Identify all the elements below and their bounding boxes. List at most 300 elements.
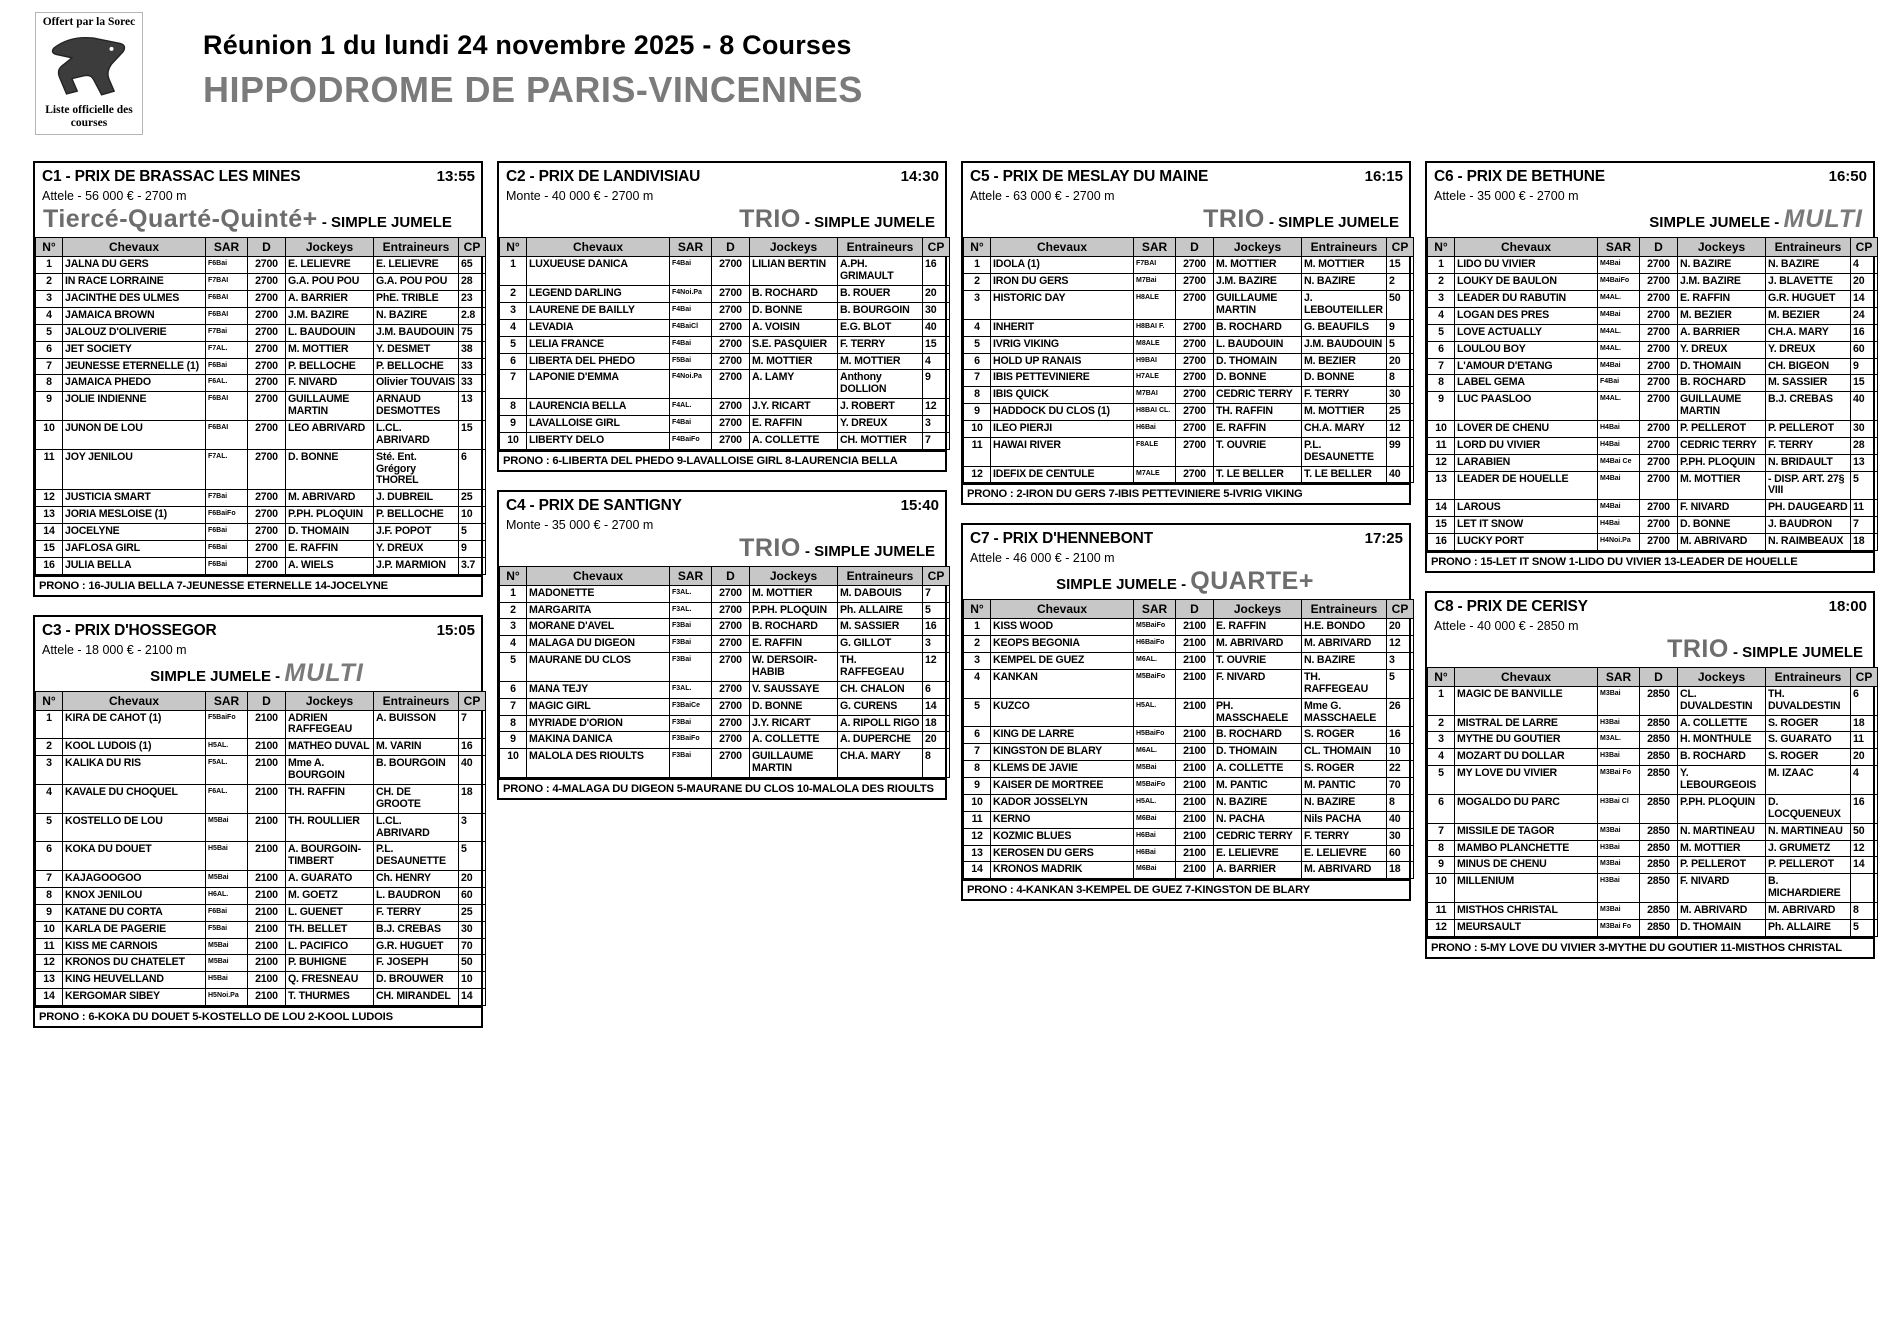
distance: 2850 [1640, 823, 1678, 840]
sar-code: F8ALE [1134, 437, 1176, 466]
runner-row [36, 710, 486, 739]
runner-row [500, 749, 950, 778]
horse-name: IBIS QUICK [991, 387, 1134, 404]
horse-name: LEGEND DARLING [527, 286, 670, 303]
bet-part: SIMPLE JUMELE [150, 667, 271, 685]
runner-row [36, 421, 486, 450]
column-header: CP [923, 566, 950, 585]
horse-name: JOLIE INDIENNE [63, 392, 206, 421]
distance: 2700 [1640, 358, 1678, 375]
runner-row [36, 540, 486, 557]
jockey-name: A. BARRIER [286, 291, 374, 308]
jockey-name: D. THOMAIN [286, 524, 374, 541]
sar-code: M4AL. [1598, 324, 1640, 341]
cp-value: 3.7 [459, 557, 486, 574]
trainer-name: P.L. DESAUNETTE [374, 842, 459, 871]
distance: 2700 [248, 490, 286, 507]
bet-type-line [963, 203, 1409, 237]
sar-code: F7Bai [206, 490, 248, 507]
column-header: Chevaux [63, 238, 206, 257]
race-conditions: Attele - 56 000 € - 2700 m [42, 189, 187, 204]
distance: 2700 [1176, 291, 1214, 320]
runner-row [964, 466, 1414, 483]
race-title-row [963, 163, 1409, 187]
runner-row [1428, 421, 1878, 438]
runner-row [1428, 375, 1878, 392]
runner-row [964, 727, 1414, 744]
column-header: D [1640, 238, 1678, 257]
sar-code: H5AL. [206, 739, 248, 756]
distance: 2850 [1640, 919, 1678, 936]
cp-value: 16 [1387, 727, 1414, 744]
cp-value: 12 [923, 399, 950, 416]
runner-row [964, 778, 1414, 795]
jockey-name: CEDRIC TERRY [1214, 387, 1302, 404]
cp-value: 5 [1851, 919, 1878, 936]
logo-caption-top: Offert par la Sorec [42, 16, 136, 28]
cp-value: 14 [923, 698, 950, 715]
race-title-row [35, 617, 481, 641]
horse-name: LOUKY DE BAULON [1455, 274, 1598, 291]
cp-value: 20 [1387, 619, 1414, 636]
trainer-name: M. MOTTIER [1302, 257, 1387, 274]
race-time: 15:40 [900, 496, 939, 514]
jockey-name: P.PH. PLOQUIN [286, 507, 374, 524]
cp-value: 18 [1851, 715, 1878, 732]
runner-number: 13 [36, 972, 63, 989]
sar-code: H9BAI [1134, 353, 1176, 370]
distance: 2700 [712, 370, 750, 399]
runner-row [36, 490, 486, 507]
runner-number: 10 [500, 432, 527, 449]
bet-part: - [1176, 576, 1191, 594]
jockey-name: M. MOTTIER [1678, 471, 1766, 500]
runner-number: 9 [36, 904, 63, 921]
cp-value: 24 [1851, 308, 1878, 325]
sar-code: H6Bai [1134, 421, 1176, 438]
runners-body [500, 585, 950, 777]
table-header-row [964, 238, 1414, 257]
horse-name: KEMPEL DE GUEZ [991, 653, 1134, 670]
horse-name: MAGIC GIRL [527, 698, 670, 715]
race-title: C7 - PRIX D'HENNEBONT [970, 530, 1153, 548]
cp-value: 18 [1851, 534, 1878, 551]
trainer-name: S. ROGER [1766, 749, 1851, 766]
sar-code: F3Bai [670, 653, 712, 682]
column-header: Entraineurs [374, 691, 459, 710]
runner-number: 3 [500, 303, 527, 320]
cp-value: 60 [459, 887, 486, 904]
jockey-name: E. RAFFIN [750, 416, 838, 433]
sar-code: F3Bai [670, 749, 712, 778]
distance: 2700 [1640, 257, 1678, 274]
prono-line: PRONO : 6-LIBERTA DEL PHEDO 9-LAVALLOISE GIRL 8-LAURENCIA BELLA [499, 450, 945, 470]
column-header: CP [459, 691, 486, 710]
sar-code: F6BAI [206, 392, 248, 421]
distance: 2700 [712, 353, 750, 370]
cp-value: 2.8 [459, 308, 486, 325]
runner-row [500, 336, 950, 353]
runner-row [1428, 437, 1878, 454]
jockey-name: M. BEZIER [1678, 308, 1766, 325]
horse-name: LAROUS [1455, 500, 1598, 517]
distance: 2100 [248, 921, 286, 938]
runner-number: 8 [500, 715, 527, 732]
distance: 2700 [712, 653, 750, 682]
runner-number: 5 [1428, 324, 1455, 341]
jockey-name: T. OUVRIE [1214, 653, 1302, 670]
prono-line: PRONO : 4-KANKAN 3-KEMPEL DE GUEZ 7-KINGSTON DE BLARY [963, 879, 1409, 899]
horse-name: MAKINA DANICA [527, 732, 670, 749]
distance: 2850 [1640, 715, 1678, 732]
sar-code: F6BaiFo [206, 507, 248, 524]
sar-code: F3Bai [670, 619, 712, 636]
distance: 2700 [1176, 387, 1214, 404]
column-header: D [248, 691, 286, 710]
runner-row [36, 557, 486, 574]
trainer-name: F. TERRY [374, 904, 459, 921]
horse-name: MYTHE DU GOUTIER [1455, 732, 1598, 749]
jockey-name: Y. LEBOURGEOIS [1678, 766, 1766, 795]
distance: 2700 [712, 698, 750, 715]
cp-value: 20 [1851, 749, 1878, 766]
distance: 2700 [1640, 274, 1678, 291]
horse-name: HISTORIC DAY [991, 291, 1134, 320]
column-header: Jockeys [750, 566, 838, 585]
race-conditions: Attele - 18 000 € - 2100 m [42, 642, 187, 657]
race-title-row [963, 525, 1409, 549]
trainer-name: TH. RAFFEGEAU [1302, 670, 1387, 699]
jockey-name: PH. MASSCHAELE [1214, 698, 1302, 727]
bet-part: TRIO [1203, 205, 1265, 234]
column-header: Chevaux [1455, 667, 1598, 686]
runner-row [500, 353, 950, 370]
runners-table [963, 237, 1414, 483]
column-header: Jockeys [750, 238, 838, 257]
runner-row [1428, 766, 1878, 795]
jockey-name: B. ROCHARD [1214, 319, 1302, 336]
cp-value: 40 [1851, 392, 1878, 421]
trainer-name: M. SASSIER [1766, 375, 1851, 392]
trainer-name: M. BEZIER [1766, 308, 1851, 325]
distance: 2700 [248, 257, 286, 274]
distance: 2700 [1640, 324, 1678, 341]
jockey-name: P. BELLOCHE [286, 358, 374, 375]
race-time: 16:50 [1828, 168, 1867, 186]
cp-value: 28 [1851, 437, 1878, 454]
horse-name: JEUNESSE ETERNELLE (1) [63, 358, 206, 375]
trainer-name: S. ROGER [1302, 727, 1387, 744]
race-title: C6 - PRIX DE BETHUNE [1434, 168, 1605, 186]
sar-code: M6AL. [1134, 744, 1176, 761]
trainer-name: Y. DREUX [838, 416, 923, 433]
bet-part: SIMPLE JUMELE [1056, 576, 1177, 594]
horse-name: MALOLA DES RIOULTS [527, 749, 670, 778]
runner-row [1428, 358, 1878, 375]
trainer-name: S. GUARATO [1766, 732, 1851, 749]
horse-logo-icon [47, 30, 131, 102]
runners-body [500, 257, 950, 449]
distance: 2700 [1176, 353, 1214, 370]
distance: 2100 [1176, 619, 1214, 636]
race-title: C2 - PRIX DE LANDIVISIAU [506, 168, 701, 186]
horse-name: KINGSTON DE BLARY [991, 744, 1134, 761]
bet-part: Tiercé-Quarté-Quinté+ [43, 205, 318, 234]
horse-name: HOLD UP RANAIS [991, 353, 1134, 370]
table-header-row [36, 691, 486, 710]
distance: 2850 [1640, 902, 1678, 919]
sar-code: M4Bai Ce [1598, 454, 1640, 471]
trainer-name: L.CL. ABRIVARD [374, 421, 459, 450]
distance: 2700 [1640, 437, 1678, 454]
table-header-row [500, 566, 950, 585]
runner-row [1428, 341, 1878, 358]
distance: 2700 [712, 399, 750, 416]
runner-number: 5 [1428, 766, 1455, 795]
horse-name: LAVALLOISE GIRL [527, 416, 670, 433]
column-header: Chevaux [991, 238, 1134, 257]
horse-name: LAPONIE D'EMMA [527, 370, 670, 399]
sar-code: M6Bai [1134, 862, 1176, 879]
jockey-name: E. RAFFIN [1678, 291, 1766, 308]
column-header: Jockeys [1678, 667, 1766, 686]
trainer-name: J.M. BAUDOUIN [1302, 336, 1387, 353]
runner-number: 11 [1428, 437, 1455, 454]
jockey-name: M. MOTTIER [286, 341, 374, 358]
distance: 2700 [712, 303, 750, 320]
runner-row [1428, 840, 1878, 857]
distance: 2700 [1176, 466, 1214, 483]
column-header: N° [36, 691, 63, 710]
jockey-name: M. MOTTIER [1214, 257, 1302, 274]
jockey-name: T. OUVRIE [1214, 437, 1302, 466]
runner-number: 9 [500, 416, 527, 433]
horse-name: JOCELYNE [63, 524, 206, 541]
runner-row [500, 286, 950, 303]
runner-row [964, 437, 1414, 466]
sar-code: M4Bai [1598, 308, 1640, 325]
runner-number: 4 [500, 319, 527, 336]
runner-row [964, 811, 1414, 828]
trainer-name: M. IZAAC [1766, 766, 1851, 795]
runner-row [964, 370, 1414, 387]
cp-value: 7 [923, 585, 950, 602]
sar-code: F6BAI [206, 291, 248, 308]
horse-name: KERNO [991, 811, 1134, 828]
runner-number: 4 [36, 308, 63, 325]
horse-name: MADONETTE [527, 585, 670, 602]
distance: 2700 [1640, 375, 1678, 392]
column-header: N° [1428, 667, 1455, 686]
runner-number: 2 [500, 602, 527, 619]
jockey-name: N. BAZIRE [1678, 257, 1766, 274]
horse-name: LEADER DE HOUELLE [1455, 471, 1598, 500]
distance: 2700 [712, 257, 750, 286]
runner-row [500, 399, 950, 416]
sar-code: M3AL. [1598, 732, 1640, 749]
distance: 2700 [1640, 308, 1678, 325]
runner-number: 8 [500, 399, 527, 416]
runner-row [36, 938, 486, 955]
trainer-name: Ph. ALLAIRE [838, 602, 923, 619]
runner-number: 7 [964, 370, 991, 387]
trainer-name: S. ROGER [1302, 761, 1387, 778]
distance: 2100 [1176, 845, 1214, 862]
horse-name: KATANE DU CORTA [63, 904, 206, 921]
jockey-name: TH. BELLET [286, 921, 374, 938]
cp-value: 5 [1851, 471, 1878, 500]
jockey-name: TH. RAFFIN [286, 784, 374, 813]
race-title: C5 - PRIX DE MESLAY DU MAINE [970, 168, 1209, 186]
horse-name: LOVER DE CHENU [1455, 421, 1598, 438]
column-header: Entraineurs [1302, 600, 1387, 619]
jockey-name: N. BAZIRE [1214, 794, 1302, 811]
column-header: N° [36, 238, 63, 257]
horse-name: LUC PAASLOO [1455, 392, 1598, 421]
jockey-name: A. COLLETTE [750, 432, 838, 449]
runner-row [1428, 686, 1878, 715]
runner-row [500, 681, 950, 698]
horse-name: MYRIADE D'ORION [527, 715, 670, 732]
horse-name: KEOPS BEGONIA [991, 636, 1134, 653]
horse-name: KING HEUVELLAND [63, 972, 206, 989]
cp-value: 40 [1387, 466, 1414, 483]
sar-code: M6AL. [1134, 653, 1176, 670]
runners-table [1427, 667, 1878, 937]
runner-number: 5 [36, 324, 63, 341]
runner-number: 7 [500, 370, 527, 399]
race-time: 13:55 [436, 168, 475, 186]
horse-name: IBIS PETTEVINIERE [991, 370, 1134, 387]
distance: 2100 [248, 710, 286, 739]
distance: 2700 [1640, 392, 1678, 421]
jockey-name: D. THOMAIN [1678, 919, 1766, 936]
sar-code: H5AL. [1134, 794, 1176, 811]
race-time: 18:00 [1828, 597, 1867, 615]
cp-value: 4 [1851, 766, 1878, 795]
sar-code: F5BaiFo [206, 710, 248, 739]
runner-number: 6 [36, 341, 63, 358]
trainer-name: M. DABOUIS [838, 585, 923, 602]
race-card-C5 [961, 161, 1411, 505]
runner-number: 9 [964, 778, 991, 795]
sar-code: M3Bai [1598, 902, 1640, 919]
cp-value: 3 [923, 416, 950, 433]
jockey-name: M. MOTTIER [750, 585, 838, 602]
runner-row [36, 813, 486, 842]
runner-number: 4 [500, 636, 527, 653]
jockey-name: M. MOTTIER [1678, 840, 1766, 857]
horse-name: LABEL GEMA [1455, 375, 1598, 392]
distance: 2700 [1176, 336, 1214, 353]
runner-number: 2 [964, 274, 991, 291]
sar-code: F6Bai [206, 904, 248, 921]
sar-code: H6Bai [1134, 828, 1176, 845]
horse-name: MAGIC DE BANVILLE [1455, 686, 1598, 715]
runner-number: 14 [36, 989, 63, 1006]
column-header: Chevaux [527, 238, 670, 257]
distance: 2700 [248, 507, 286, 524]
horse-name: IN RACE LORRAINE [63, 274, 206, 291]
trainer-name: G. BEAUFILS [1302, 319, 1387, 336]
page-header [0, 0, 1883, 135]
horse-name: IVRIG VIKING [991, 336, 1134, 353]
column-header: Entraineurs [838, 238, 923, 257]
race-title: C4 - PRIX DE SANTIGNY [506, 496, 682, 514]
cp-value: 30 [1387, 387, 1414, 404]
trainer-name: CL. THOMAIN [1302, 744, 1387, 761]
cp-value: 16 [459, 739, 486, 756]
trainer-name: J. BAUDRON [1766, 517, 1851, 534]
runner-row [964, 387, 1414, 404]
trainer-name: M. VARIN [374, 739, 459, 756]
sar-code: F4Bai [1598, 375, 1640, 392]
runners-table [35, 237, 486, 574]
horse-name: HADDOCK DU CLOS (1) [991, 404, 1134, 421]
distance: 2850 [1640, 732, 1678, 749]
horse-name: KISS WOOD [991, 619, 1134, 636]
runner-number: 11 [36, 449, 63, 490]
column-header: SAR [1598, 238, 1640, 257]
runner-number: 1 [500, 585, 527, 602]
sar-code: M4Bai [1598, 358, 1640, 375]
trainer-name: M. BEZIER [1302, 353, 1387, 370]
distance: 2700 [712, 416, 750, 433]
column-header: Chevaux [527, 566, 670, 585]
horse-name: LUXUEUSE DANICA [527, 257, 670, 286]
horse-name: MISTHOS CHRISTAL [1455, 902, 1598, 919]
trainer-name: J. GRUMETZ [1766, 840, 1851, 857]
horse-name: MARGARITA [527, 602, 670, 619]
runner-number: 11 [964, 811, 991, 828]
distance: 2100 [248, 842, 286, 871]
trainer-name: F. TERRY [838, 336, 923, 353]
bet-part: - SIMPLE JUMELE [1728, 643, 1863, 661]
distance: 2100 [1176, 811, 1214, 828]
trainer-name: E. LELIEVRE [1302, 845, 1387, 862]
cp-value: 10 [459, 972, 486, 989]
jockey-name: J.M. BAZIRE [1678, 274, 1766, 291]
table-header-row [964, 600, 1414, 619]
race-title-row [35, 163, 481, 187]
sar-code: M5Bai [206, 871, 248, 888]
horse-name: JALNA DU GERS [63, 257, 206, 274]
jockey-name: G.A. POU POU [286, 274, 374, 291]
runner-row [36, 324, 486, 341]
cp-value: 60 [1851, 341, 1878, 358]
distance: 2700 [712, 319, 750, 336]
cp-value: 70 [459, 938, 486, 955]
distance: 2700 [1640, 517, 1678, 534]
jockey-name: P. PELLEROT [1678, 857, 1766, 874]
runner-row [1428, 517, 1878, 534]
cp-value: 18 [1387, 862, 1414, 879]
bet-part: QUARTE+ [1190, 567, 1314, 596]
cp-value: 12 [1387, 421, 1414, 438]
jockey-name: E. RAFFIN [286, 540, 374, 557]
bet-type-line [499, 532, 945, 566]
race-card-C6 [1425, 161, 1875, 572]
runner-number: 1 [36, 257, 63, 274]
cp-value: 50 [1851, 823, 1878, 840]
horse-name: LIDO DU VIVIER [1455, 257, 1598, 274]
horse-name: LOULOU BOY [1455, 341, 1598, 358]
trainer-name: T. LE BELLER [1302, 466, 1387, 483]
prono-line: PRONO : 2-IRON DU GERS 7-IBIS PETTEVINIERE 5-IVRIG VIKING [963, 483, 1409, 503]
horse-name: LEVADIA [527, 319, 670, 336]
distance: 2700 [1640, 454, 1678, 471]
sar-code: F3BaiFo [670, 732, 712, 749]
